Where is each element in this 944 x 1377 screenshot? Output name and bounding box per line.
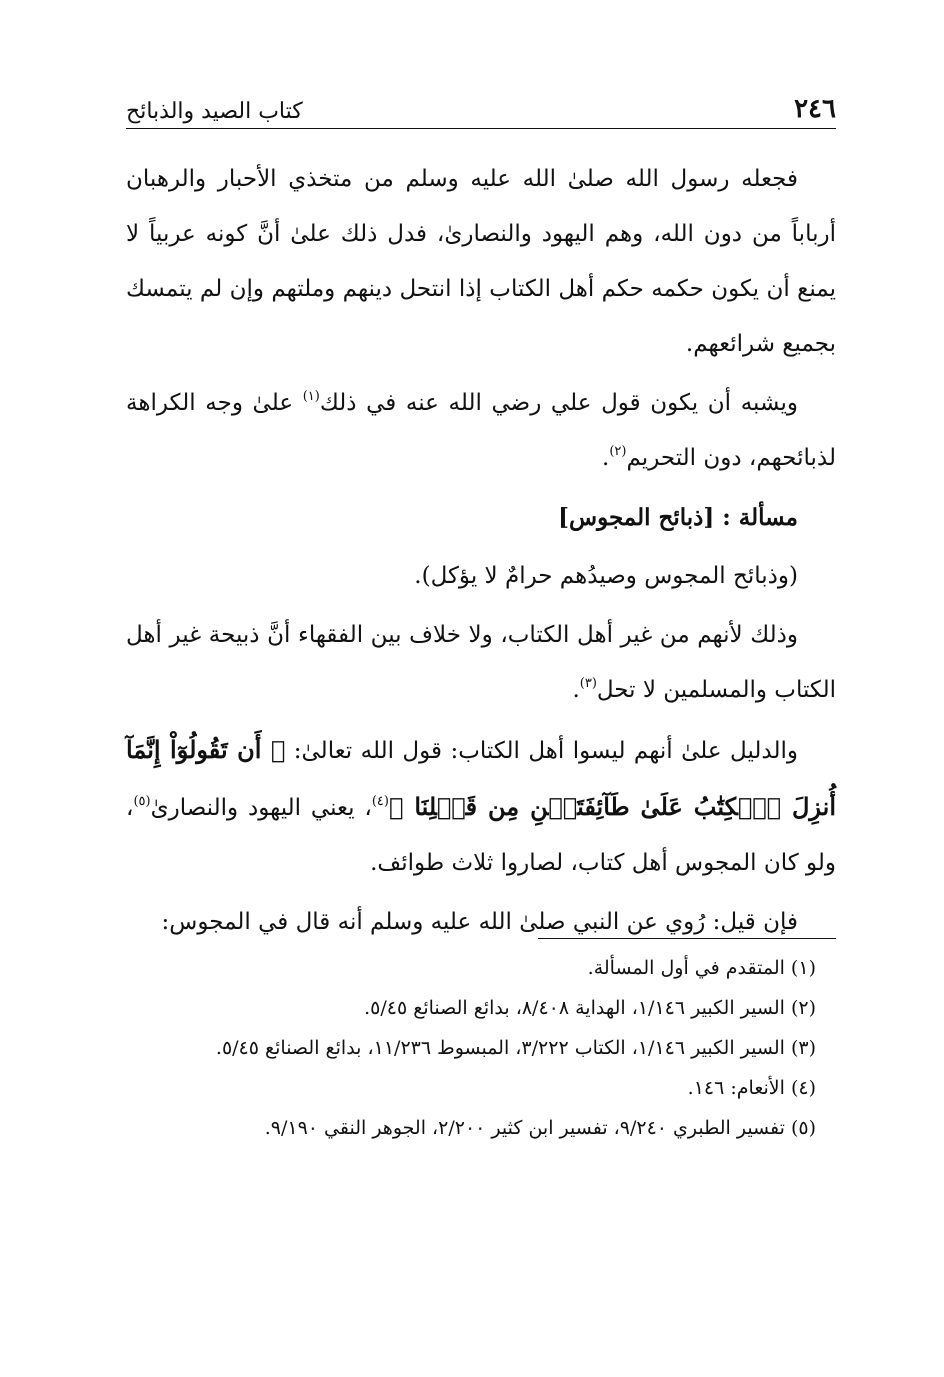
paragraph-4-text-a: وذلك لأنهم من غير أهل الكتاب، ولا خلاف بين الفقهاء أنَّ ذبيحة غير أهل الكتاب والمسلمين لا تحل: [126, 622, 836, 703]
quran-verse: ﴿ أَن تَقُولُوٓاْ إِنَّمَآ أُنزِلَ ٱلۡكِتَٰبُ عَلَىٰ طَآئِفَتَيۡنِ مِن قَبۡلِنَا ﴾: [126, 735, 836, 821]
paragraph-2-text-c: .: [602, 445, 610, 471]
paragraph-4: [126, 608, 836, 718]
main-text: [126, 152, 836, 954]
paragraph-2-text-b: علىٰ وجه الكراهة لذبائحهم، دون التحريم: [126, 390, 836, 471]
paragraph-4-text-b: .: [572, 677, 580, 703]
running-title: كتاب الصيد والذبائح: [126, 99, 303, 124]
section-heading: مسألة : [ذبائح المجوس]: [558, 504, 798, 531]
footnote-ref-3[interactable]: (٣): [579, 676, 597, 691]
footnote-3: (٣) السير الكبير ١/١٤٦، الكتاب ٣/٢٢٢، المبسوط ١١/٢٣٦، بدائع الصنائع ٥/٤٥.: [215, 1037, 816, 1059]
paragraph-2-text-a: ويشبه أن يكون قول علي رضي الله عنه في ذلك: [319, 390, 798, 416]
footnote-ref-5[interactable]: (٥): [133, 794, 151, 809]
footnote-ref-2[interactable]: (٢): [609, 444, 627, 459]
footnote-ref-4[interactable]: (٤): [371, 794, 389, 809]
paragraph-5: [126, 722, 836, 891]
footnote-ref-1[interactable]: (١): [302, 389, 320, 404]
paragraph-1: فجعله رسول الله صلىٰ الله عليه وسلم من متخذي الأحبار والرهبان أرباباً من دون الله، وهم اليهود والنصارىٰ، فدل ذلك علىٰ أنَّ كونه عربياً لا يمنع أن يكون حكمه حكم أهل الكتاب إذا انتحل دينهم وملتهم وإن لم يتمسك بجميع شرائعهم.: [126, 166, 836, 357]
header-rule: [126, 128, 836, 129]
footnotes: [126, 950, 836, 1150]
paragraph-5-text-c: ، ولو كان المجوس أهل كتاب، لصاروا ثلاث طوائف.: [126, 795, 836, 876]
paragraph-2: [126, 376, 836, 486]
paragraph-3: (وذبائح المجوس وصيدُهم حرامٌ لا يؤكل).: [414, 563, 798, 589]
paragraph-6: فإن قيل: رُوي عن النبي صلىٰ الله عليه وسلم أنه قال في المجوس:: [161, 909, 798, 935]
footnote-1: (١) المتقدم في أول المسألة.: [587, 957, 816, 979]
footnote-5: (٥) تفسير الطبري ٩/٢٤٠، تفسير ابن كثير ٢/٢٠٠، الجوهر النقي ٩/١٩٠.: [264, 1117, 816, 1139]
page-number: ٢٤٦: [794, 94, 836, 124]
paragraph-5-text-b: ، يعني اليهود والنصارىٰ: [150, 795, 372, 821]
footnote-4: (٤) الأنعام: ١٤٦.: [687, 1077, 816, 1099]
footnote-separator: [538, 938, 836, 939]
page-header: [126, 86, 836, 124]
paragraph-5-text-a: والدليل علىٰ أنهم ليسوا أهل الكتاب: قول الله تعالىٰ:: [285, 738, 798, 764]
footnote-2: (٢) السير الكبير ١/١٤٦، الهداية ٨/٤٠٨، بدائع الصنائع ٥/٤٥.: [364, 997, 816, 1019]
